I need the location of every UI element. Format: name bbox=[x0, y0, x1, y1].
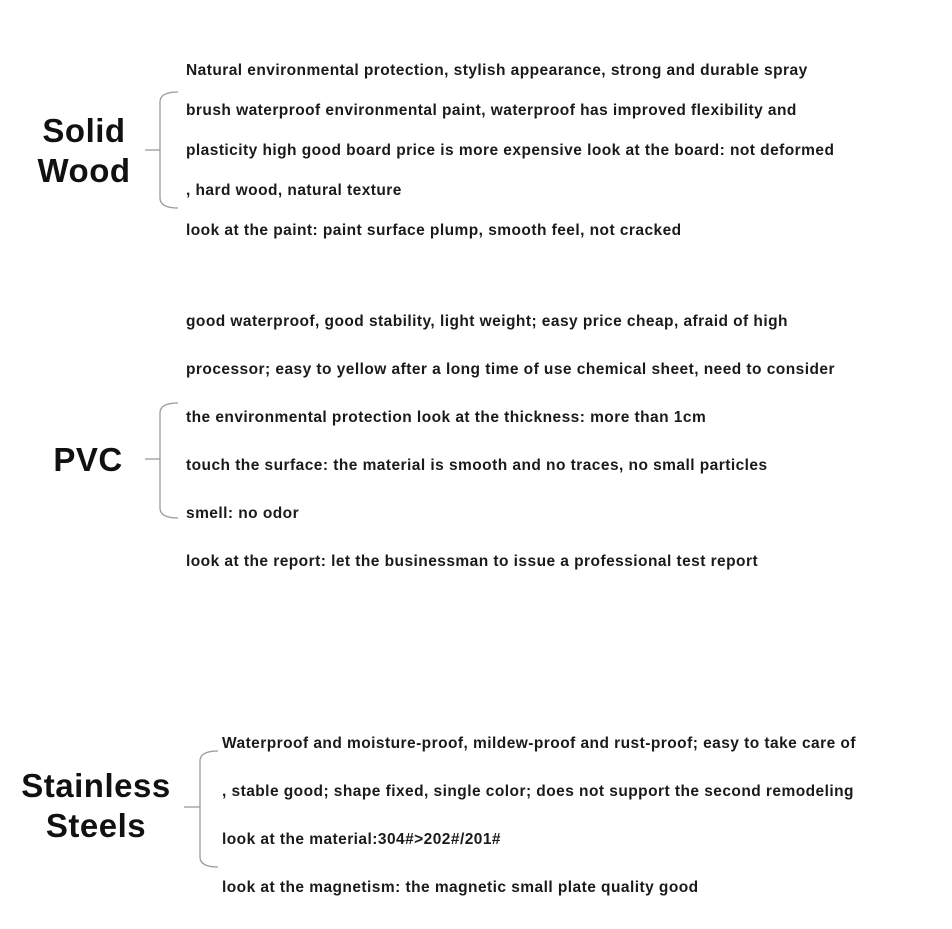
title-line: PVC bbox=[53, 441, 123, 478]
description-line: plasticity high good board price is more expensive look at the board: not deformed bbox=[186, 142, 835, 159]
description-line: smell: no odor bbox=[186, 505, 300, 522]
description-line: good waterproof, good stability, light weight; easy price cheap, afraid of high bbox=[186, 313, 788, 330]
description-line: processor; easy to yellow after a long time of use chemical sheet, need to consider bbox=[186, 361, 835, 378]
description-line: look at the magnetism: the magnetic small plate quality good bbox=[222, 879, 699, 896]
description-line: , hard wood, natural texture bbox=[186, 182, 402, 199]
description-line: touch the surface: the material is smooth and no traces, no small particles bbox=[186, 457, 768, 474]
title-line: Wood bbox=[37, 152, 131, 189]
description-line: look at the material:304#>202#/201# bbox=[222, 831, 501, 848]
title-line: Steels bbox=[45, 807, 147, 844]
description-line: Waterproof and moisture-proof, mildew-proof and rust-proof; easy to take care of bbox=[222, 735, 856, 752]
description-line: look at the report: let the businessman to issue a professional test report bbox=[186, 553, 759, 570]
description-line: the environmental protection look at the thickness: more than 1cm bbox=[186, 409, 707, 426]
description-line: Natural environmental protection, stylish appearance, strong and durable spray bbox=[186, 62, 808, 79]
description-line: brush waterproof environmental paint, waterproof has improved flexibility and bbox=[186, 102, 797, 119]
description-line: , stable good; shape fixed, single color; does not support the second remodeling bbox=[222, 783, 854, 800]
title-line: Solid bbox=[42, 112, 126, 149]
description-line: look at the paint: paint surface plump, smooth feel, not cracked bbox=[186, 222, 682, 239]
title-line: Stainless bbox=[21, 767, 171, 804]
